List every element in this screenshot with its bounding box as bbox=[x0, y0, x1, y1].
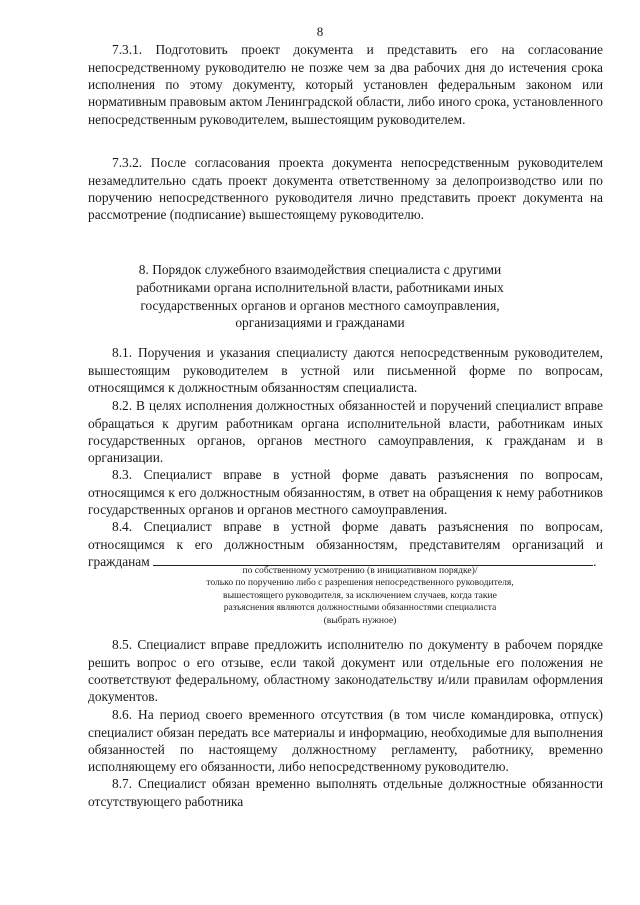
note-line: вышестоящего руководителя, за исключением случаев, когда такие bbox=[223, 589, 497, 601]
heading-line: работниками органа исполнительной власти, работниками иных bbox=[136, 279, 504, 295]
paragraph-8-2: 8.2. В целях исполнения должностных обязанностей и поручений специалист вправе обращаться к другим работникам органа исполнительной власти, работникам иных государственных органов, органов местного самоуправления, к гражданам и в организации. bbox=[88, 398, 603, 466]
paragraph-8-1: 8.1. Поручения и указания специалисту даются непосредственным руководителем, вышестоящим руководителем в устной или письменной форме по вопросам, относящимся к должностным обязанностям специалиста. bbox=[88, 345, 603, 395]
note-line: по собственному усмотрению (в инициативном порядке)/ bbox=[242, 565, 478, 576]
paragraph-8-3: 8.3. Специалист вправе в устной форме давать разъяснения по вопросам, относящимся к его должностным обязанностям, в ответ на обращения к нему работников государственных органов и органов местного самоуправления. bbox=[88, 467, 603, 517]
paragraph-8-7: 8.7. Специалист обязан временно выполнять отдельные должностные обязанности отсутствующего работника bbox=[88, 776, 603, 809]
paragraph-8-4-text: 8.4. Специалист вправе в устной форме давать разъяснения по вопросам, относящимся к его должностным обязанностям, представителям организаций и гражданам bbox=[88, 519, 603, 569]
heading-line: организациями и гражданами bbox=[235, 315, 405, 331]
paragraph-8-4 bbox=[88, 518, 603, 570]
page-number: 8 bbox=[316, 24, 324, 39]
note-line: (выбрать нужное) bbox=[323, 614, 397, 626]
note-line: разъяснения являются должностными обязанностями специалиста bbox=[223, 602, 497, 614]
paragraph-8-6: 8.6. На период своего временного отсутствия (в том числе командировка, отпуск) специалист обязан передать все материалы и информацию, необходимые для выполнения обязанностей по настоящему должностному регламенту, работнику, временно исполняющему его обязанности, либо непосредственному руководителю. bbox=[88, 707, 603, 775]
note-line: только по поручению либо с разрешения непосредственного руководителя, bbox=[206, 577, 514, 589]
heading-line: 8. Порядок служебного взаимодействия специалиста с другими bbox=[138, 262, 502, 277]
paragraph-7-3-2: 7.3.2. После согласования проекта документа непосредственным руководителем незамедлительно сдать проект документа ответственному за делопроизводство или по поручению непосредственного руководителя лично представить проект документа на рассмотрение (подписание) вышестоящему руководителю. bbox=[88, 155, 603, 223]
section-8-heading bbox=[100, 261, 540, 332]
fill-in-end: . bbox=[593, 553, 597, 569]
paragraph-8-5: 8.5. Специалист вправе предложить исполнителю по документу в рабочем порядке решить вопрос о его отзыве, если такой документ или отдельные его положения не соответствуют федеральному, областному законодательству и/или правилам оформления документов. bbox=[88, 637, 603, 705]
heading-line: государственных органов и органов местного самоуправления, bbox=[140, 297, 500, 313]
fill-in-note bbox=[150, 565, 570, 627]
paragraph-7-3-1: 7.3.1. Подготовить проект документа и представить его на согласование непосредственному руководителю не позже чем за два рабочих дня до истечения срока исполнения по этому документу, который установлен федеральным законом или нормативным правовым актом Ленинградской области, либо иного срока, установленного непосредственным руководителем, вышестоящим руководителем. bbox=[88, 42, 603, 127]
